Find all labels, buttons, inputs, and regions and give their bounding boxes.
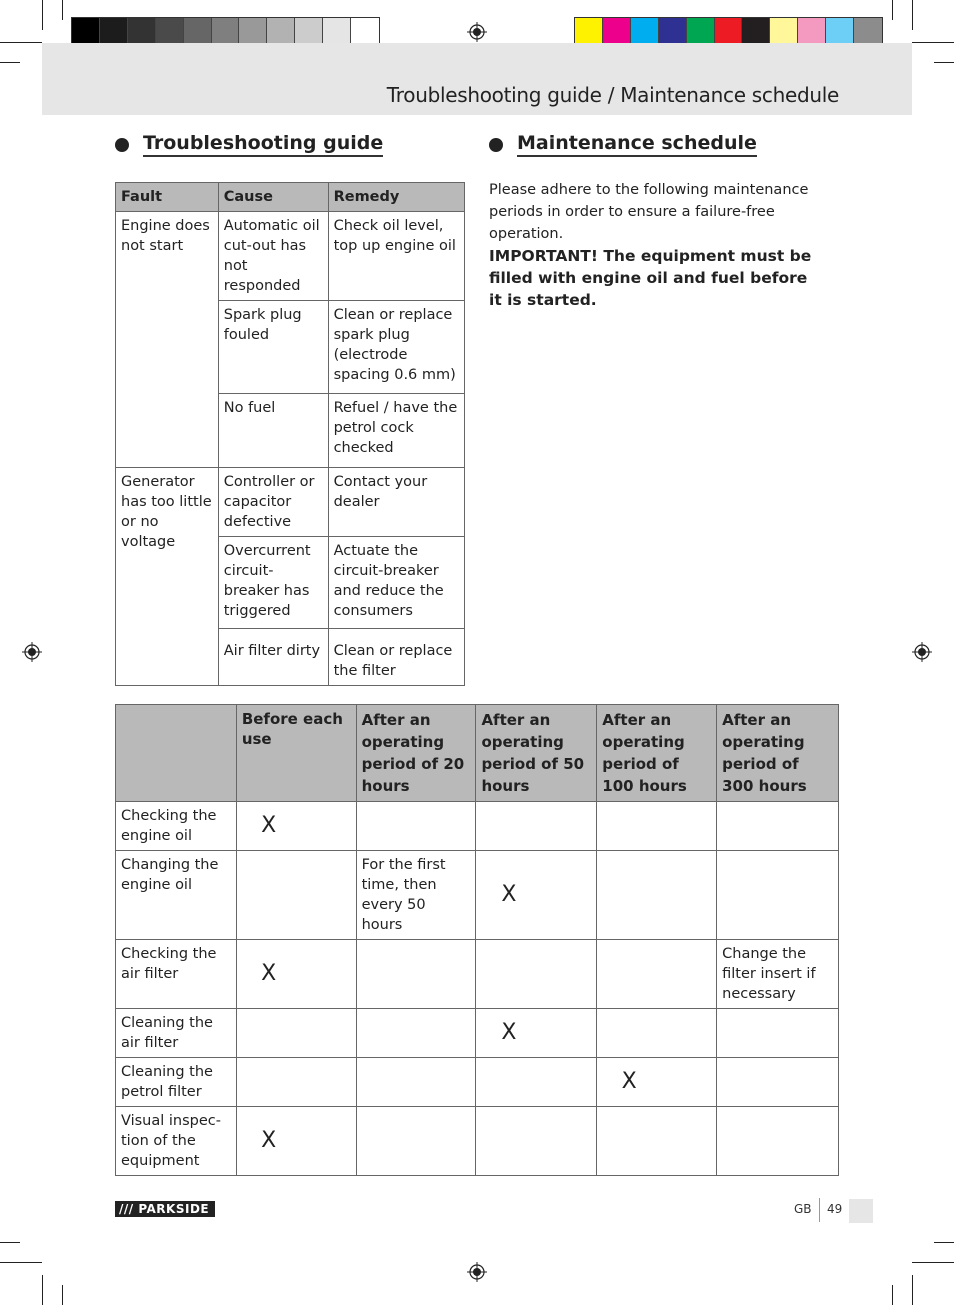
crop-mark bbox=[42, 0, 43, 30]
column-header: After an operating period of 100 hours bbox=[597, 705, 717, 802]
check-mark-cell: X bbox=[236, 1107, 356, 1176]
column-header: Before each use bbox=[236, 705, 356, 802]
color-swatch bbox=[659, 18, 687, 45]
color-swatch bbox=[351, 18, 379, 45]
schedule-cell bbox=[717, 851, 839, 940]
table-row bbox=[116, 940, 839, 1009]
schedule-cell bbox=[236, 1009, 356, 1058]
schedule-cell bbox=[597, 1107, 717, 1176]
color-swatch bbox=[826, 18, 854, 45]
table-row bbox=[116, 851, 839, 940]
language-code: GB bbox=[794, 1202, 812, 1216]
schedule-cell bbox=[717, 1009, 839, 1058]
cause-cell: Overcurrent circuit-breaker has triggered bbox=[218, 537, 328, 629]
color-swatch bbox=[72, 18, 100, 45]
color-swatch bbox=[323, 18, 351, 45]
schedule-cell bbox=[717, 802, 839, 851]
column-header: Cause bbox=[218, 183, 328, 212]
schedule-cell bbox=[597, 851, 717, 940]
column-header: Fault bbox=[116, 183, 219, 212]
task-cell: Cleaning the air filter bbox=[116, 1009, 237, 1058]
schedule-cell bbox=[356, 802, 476, 851]
registration-mark-icon bbox=[467, 1262, 487, 1282]
schedule-cell bbox=[356, 940, 476, 1009]
task-cell: Cleaning the petrol filter bbox=[116, 1058, 237, 1107]
color-swatch bbox=[100, 18, 128, 45]
parkside-logo: /// PARKSIDE bbox=[115, 1201, 215, 1217]
task-cell: Checking the engine oil bbox=[116, 802, 237, 851]
schedule-cell bbox=[476, 940, 597, 1009]
schedule-cell bbox=[356, 1009, 476, 1058]
table-header-row bbox=[116, 705, 839, 802]
bullet-icon bbox=[489, 138, 503, 152]
check-mark-cell: X bbox=[476, 1009, 597, 1058]
crop-mark bbox=[912, 0, 913, 30]
crop-mark bbox=[892, 0, 893, 20]
schedule-cell: Change the filter insert if necessary bbox=[717, 940, 839, 1009]
maintenance-intro: Please adhere to the following maintenance periods in order to ensure a failure-free operation. bbox=[489, 182, 809, 242]
crop-mark bbox=[912, 1262, 954, 1263]
crop-mark bbox=[934, 62, 954, 63]
remedy-cell: Clean or replace the filter bbox=[328, 629, 464, 686]
cause-cell: Spark plug fouled bbox=[218, 301, 328, 394]
crop-mark bbox=[62, 1285, 63, 1305]
check-mark-cell: X bbox=[236, 940, 356, 1009]
color-swatch bbox=[156, 18, 184, 45]
troubleshooting-heading: Troubleshooting guide bbox=[115, 132, 383, 157]
check-mark-cell: X bbox=[236, 802, 356, 851]
important-notice: IMPORTANT! The equipment must be filled with engine oil and fuel before it is started. bbox=[489, 247, 812, 309]
column-header: After an operating period of 50 hours bbox=[476, 705, 597, 802]
remedy-cell: Check oil level, top up engine oil bbox=[328, 212, 464, 301]
registration-mark-icon bbox=[467, 22, 487, 42]
remedy-cell: Actuate the circuit-breaker and reduce the consumers bbox=[328, 537, 464, 629]
schedule-cell bbox=[597, 940, 717, 1009]
crop-mark bbox=[0, 62, 20, 63]
color-swatch bbox=[267, 18, 295, 45]
crop-mark bbox=[42, 1275, 43, 1305]
schedule-cell bbox=[236, 851, 356, 940]
schedule-cell bbox=[356, 1107, 476, 1176]
table-header-row bbox=[116, 183, 465, 212]
remedy-cell: Contact your dealer bbox=[328, 468, 464, 537]
table-row bbox=[116, 802, 839, 851]
color-swatch bbox=[631, 18, 659, 45]
crop-mark bbox=[0, 1262, 42, 1263]
color-calibration-bar bbox=[574, 17, 883, 46]
color-swatch bbox=[770, 18, 798, 45]
color-swatch bbox=[212, 18, 240, 45]
table-row bbox=[116, 468, 465, 537]
crop-mark bbox=[0, 1242, 20, 1243]
crop-mark bbox=[934, 1242, 954, 1243]
crop-mark bbox=[912, 1275, 913, 1305]
crop-mark bbox=[0, 42, 42, 43]
page-title: Troubleshooting guide / Maintenance schedule bbox=[386, 83, 839, 107]
color-swatch bbox=[854, 18, 882, 45]
troubleshooting-table bbox=[115, 182, 465, 686]
color-swatch bbox=[295, 18, 323, 45]
grayscale-calibration-bar bbox=[71, 17, 380, 46]
task-cell: Changing the engine oil bbox=[116, 851, 237, 940]
schedule-cell bbox=[476, 1107, 597, 1176]
schedule-cell bbox=[476, 1058, 597, 1107]
page-number: 49 bbox=[827, 1202, 843, 1216]
bullet-icon bbox=[115, 138, 129, 152]
color-swatch bbox=[742, 18, 770, 45]
table-row bbox=[116, 1009, 839, 1058]
task-cell: Checking the air filter bbox=[116, 940, 237, 1009]
fault-cell: Generator has too little or no voltage bbox=[116, 468, 219, 686]
remedy-cell: Refuel / have the petrol cock checked bbox=[328, 394, 464, 468]
column-header bbox=[116, 705, 237, 802]
footer-divider bbox=[819, 1198, 820, 1222]
color-swatch bbox=[798, 18, 826, 45]
schedule-cell bbox=[597, 802, 717, 851]
registration-mark-icon bbox=[22, 642, 42, 662]
cause-cell: Automatic oil cut-out has not responded bbox=[218, 212, 328, 301]
crop-mark bbox=[62, 0, 63, 20]
crop-mark bbox=[912, 42, 954, 43]
footer-box bbox=[849, 1199, 873, 1223]
color-swatch bbox=[184, 18, 212, 45]
color-swatch bbox=[603, 18, 631, 45]
schedule-cell bbox=[597, 1009, 717, 1058]
color-swatch bbox=[128, 18, 156, 45]
schedule-cell: For the first time, then every 50 hours bbox=[356, 851, 476, 940]
column-header: Remedy bbox=[328, 183, 464, 212]
remedy-cell: Clean or replace spark plug (electrode spacing 0.6 mm) bbox=[328, 301, 464, 394]
cause-cell: Controller or capacitor defective bbox=[218, 468, 328, 537]
color-swatch bbox=[715, 18, 743, 45]
check-mark-cell: X bbox=[476, 851, 597, 940]
maintenance-heading: Maintenance schedule bbox=[489, 132, 757, 157]
registration-mark-icon bbox=[912, 642, 932, 662]
schedule-cell bbox=[356, 1058, 476, 1107]
maintenance-schedule-table bbox=[115, 704, 839, 1176]
table-row bbox=[116, 212, 465, 301]
table-row bbox=[116, 1058, 839, 1107]
color-swatch bbox=[239, 18, 267, 45]
color-swatch bbox=[575, 18, 603, 45]
schedule-cell bbox=[476, 802, 597, 851]
cause-cell: No fuel bbox=[218, 394, 328, 468]
cause-cell: Air filter dirty bbox=[218, 629, 328, 686]
schedule-cell bbox=[717, 1058, 839, 1107]
fault-cell: Engine does not start bbox=[116, 212, 219, 468]
task-cell: Visual inspec-tion of the equipment bbox=[116, 1107, 237, 1176]
schedule-cell bbox=[236, 1058, 356, 1107]
color-swatch bbox=[687, 18, 715, 45]
crop-mark bbox=[892, 1285, 893, 1305]
schedule-cell bbox=[717, 1107, 839, 1176]
table-row bbox=[116, 1107, 839, 1176]
column-header: After an operating period of 300 hours bbox=[717, 705, 839, 802]
column-header: After an operating period of 20 hours bbox=[356, 705, 476, 802]
check-mark-cell: X bbox=[597, 1058, 717, 1107]
